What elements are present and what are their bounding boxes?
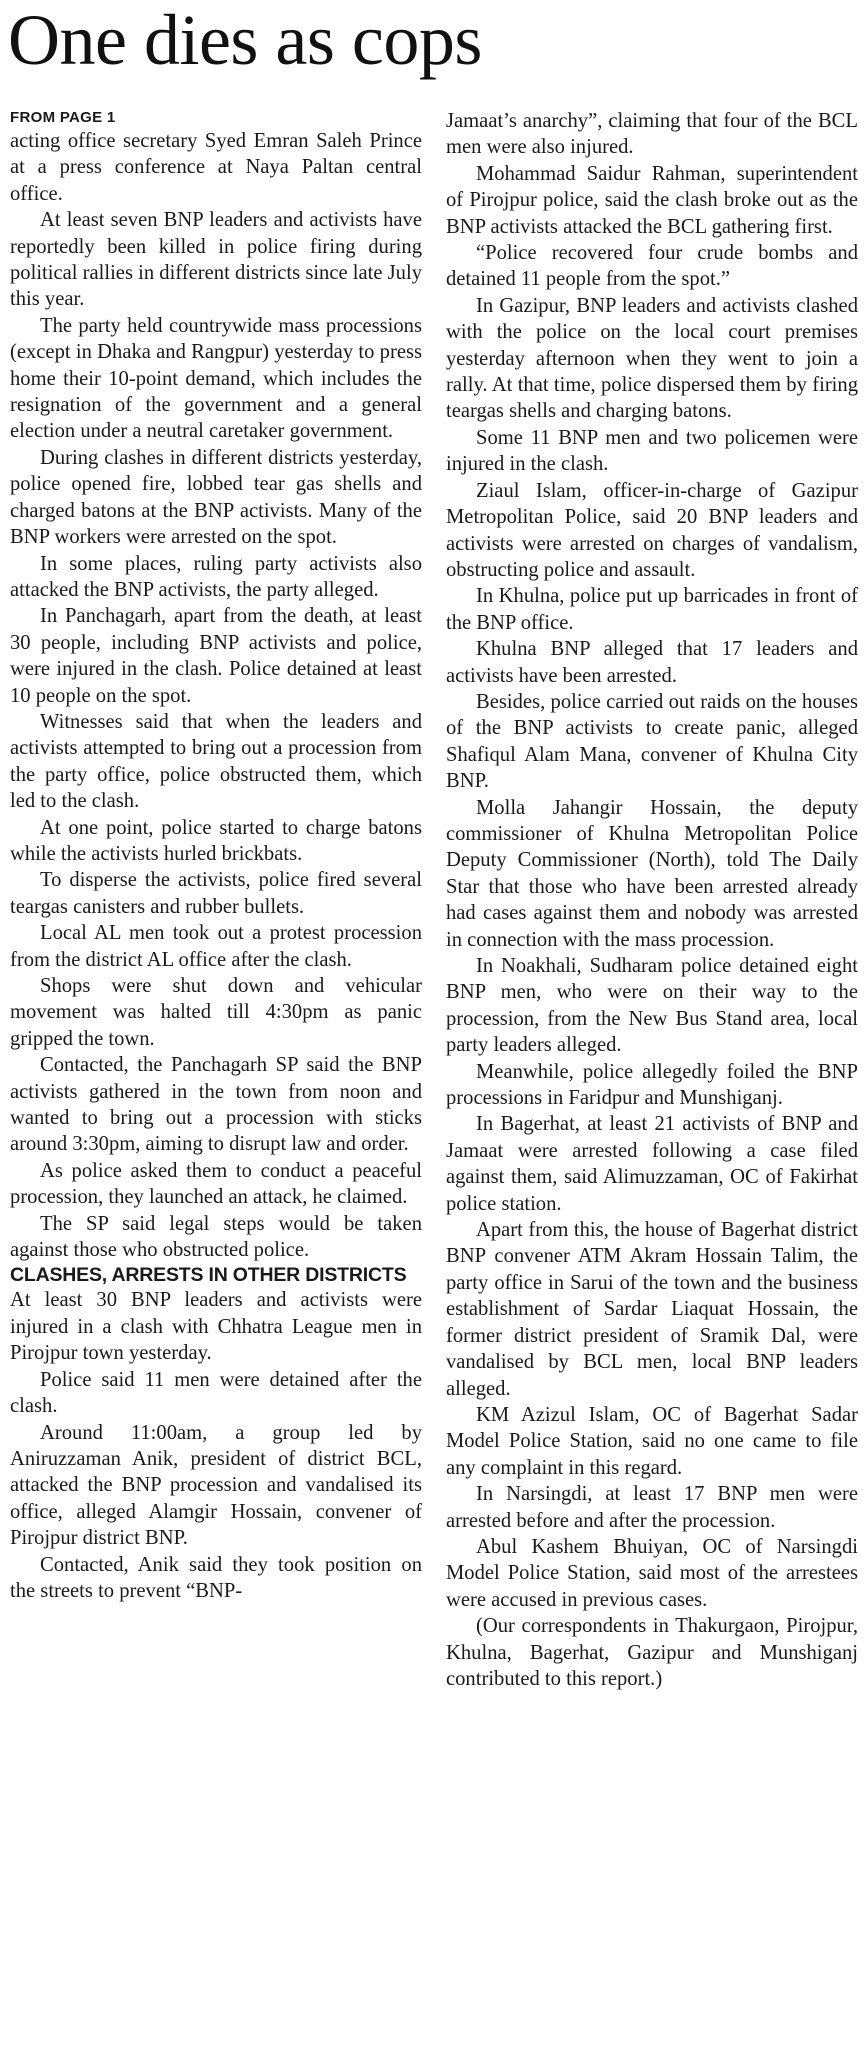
article-paragraph: At one point, police started to charge batons while the activists hurled brickbats.: [10, 816, 422, 865]
article-paragraph: In Khulna, police put up barricades in front of the BNP office.: [446, 585, 858, 634]
right-column: [446, 108, 858, 1692]
headline: One dies as cops: [8, 0, 482, 80]
article-paragraph: In Gazipur, BNP leaders and activists clashed with the police on the local court premises yesterday afternoon when they went to join a rally. At that time, police dispersed them by firing teargas shells and charging batons.: [446, 294, 858, 423]
article-paragraph: Some 11 BNP men and two policemen were injured in the clash.: [446, 426, 858, 476]
article-paragraph: As police asked them to conduct a peaceful procession, they launched an attack, he claimed.: [10, 1159, 422, 1209]
article-paragraph: During clashes in different districts yesterday, police opened fire, lobbed tear gas shells and charged batons at the BNP activists. Many of the BNP workers were arrested on the spot.: [10, 446, 422, 549]
article-paragraph: (Our correspondents in Thakurgaon, Pirojpur, Khulna, Bagerhat, Gazipur and Munshiganj contributed to this report.): [446, 1615, 858, 1690]
article-paragraph: Contacted, the Panchagarh SP said the BNP activists gathered in the town from noon and wanted to bring out a procession with sticks around 3:30pm, aiming to disrupt law and order.: [10, 1054, 422, 1156]
article-paragraph: The party held countrywide mass processions (except in Dhaka and Rangpur) yesterday to press home their 10-point demand, which includes the resignation of the government and a general election under a neutral caretaker government.: [10, 314, 422, 443]
article-paragraph: Besides, police carried out raids on the houses of the BNP activists to create panic, alleged Shafiqul Alam Mana, convener of Khulna City BNP.: [446, 690, 858, 793]
article-paragraph: Meanwhile, police allegedly foiled the BNP processions in Faridpur and Munshiganj.: [446, 1060, 858, 1110]
from-page-kicker: FROM PAGE 1: [10, 109, 116, 126]
section-subhead: CLASHES, ARRESTS IN OTHER DISTRICTS: [10, 1264, 407, 1287]
article-paragraph: In Panchagarh, apart from the death, at least 30 people, including BNP activists and police, were injured in the clash. Police detained at least 10 people on the spot.: [10, 605, 422, 707]
article-paragraph: Police said 11 men were detained after the clash.: [10, 1368, 422, 1418]
article-paragraph: Contacted, Anik said they took position on the streets to prevent “BNP-: [10, 1553, 422, 1602]
article-paragraph: In Bagerhat, at least 21 activists of BNP and Jamaat were arrested following a case filed against them, said Alimuzzaman, OC of Fakirhat police station.: [446, 1113, 858, 1215]
article-paragraph: acting office secretary Syed Emran Saleh Prince at a press conference at Naya Paltan central office.: [10, 130, 422, 205]
article-paragraph: Shops were shut down and vehicular movement was halted till 4:30pm as panic gripped the town.: [10, 975, 422, 1050]
article-paragraph: “Police recovered four crude bombs and detained 11 people from the spot.”: [446, 242, 858, 291]
article-paragraph: Molla Jahangir Hossain, the deputy commissioner of Khulna Metropolitan Police Deputy Commissioner (North), told The Daily Star that those who have been arrested already had cases against them and nobody was arrested in connection with the mass procession.: [446, 796, 858, 951]
left-column: [10, 108, 422, 1604]
article-paragraph: In Noakhali, Sudharam police detained eight BNP men, who were on their way to the procession, from the New Bus Stand area, local party leaders alleged.: [446, 955, 858, 1057]
article-paragraph: Mohammad Saidur Rahman, superintendent of Pirojpur police, said the clash broke out as the BNP activists attacked the BCL gathering first.: [446, 162, 858, 238]
article-paragraph: In Narsingdi, at least 17 BNP men were arrested before and after the procession.: [446, 1483, 858, 1532]
article-paragraph: Jamaat’s anarchy”, claiming that four of the BCL men were also injured.: [446, 110, 858, 159]
article-paragraph: At least 30 BNP leaders and activists were injured in a clash with Chhatra League men in Pirojpur town yesterday.: [10, 1289, 422, 1365]
article-paragraph: Ziaul Islam, officer-in-charge of Gazipur Metropolitan Police, said 20 BNP leaders and activists were arrested on charges of vandalism, obstructing police and assault.: [446, 479, 858, 581]
article-paragraph: Around 11:00am, a group led by Aniruzzaman Anik, president of district BCL, attacked the BNP procession and vandalised its office, alleged Alamgir Hossain, convener of Pirojpur district BNP.: [10, 1421, 422, 1550]
article-paragraph: To disperse the activists, police fired several teargas canisters and rubber bullets.: [10, 869, 422, 918]
article-paragraph: Witnesses said that when the leaders and activists attempted to bring out a procession from the party office, police obstructed them, which led to the clash.: [10, 710, 422, 813]
article-paragraph: Local AL men took out a protest procession from the district AL office after the clash.: [10, 922, 422, 971]
article-paragraph: Apart from this, the house of Bagerhat district BNP convener ATM Akram Hossain Talim, the party office in Sarui of the town and the business establishment of Sardar Liaquat Hossain, the former district president of Sramik Dal, were vandalised by BCL men, local BNP leaders alleged.: [446, 1219, 858, 1400]
article-paragraph: In some places, ruling party activists also attacked the BNP activists, the party alleged.: [10, 552, 422, 601]
article-paragraph: Khulna BNP alleged that 17 leaders and activists have been arrested.: [446, 638, 858, 687]
article-paragraph: At least seven BNP leaders and activists have reportedly been killed in police firing during political rallies in different districts since late July this year.: [10, 209, 422, 311]
article-paragraph: Abul Kashem Bhuiyan, OC of Narsingdi Model Police Station, said most of the arrestees were accused in previous cases.: [446, 1535, 858, 1611]
article-paragraph: The SP said legal steps would be taken against those who obstructed police.: [10, 1212, 422, 1262]
article-paragraph: KM Azizul Islam, OC of Bagerhat Sadar Model Police Station, said no one came to file any complaint in this regard.: [446, 1403, 858, 1479]
